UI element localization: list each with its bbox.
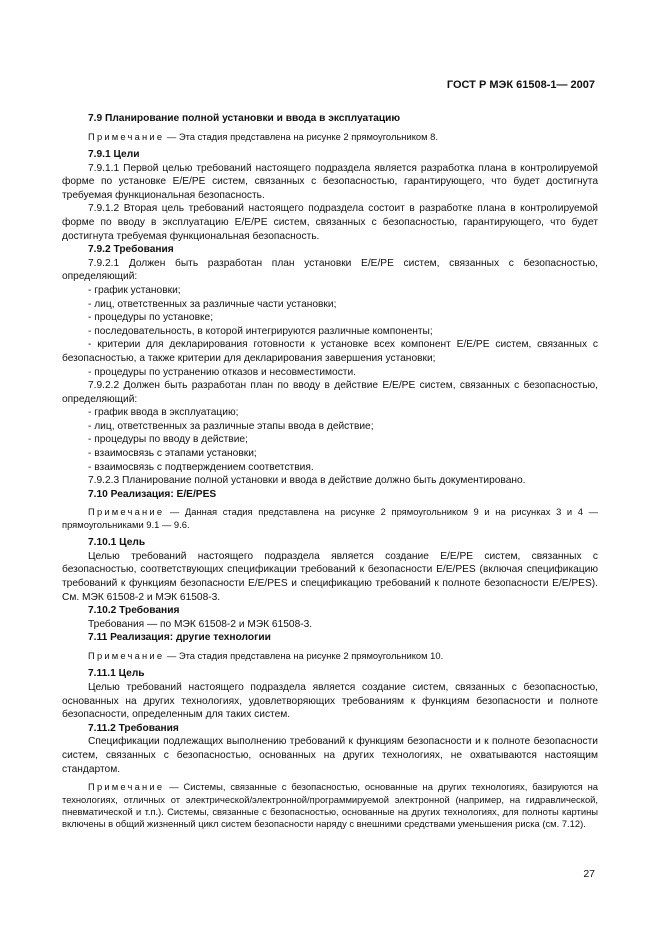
note-text: — Системы, связанные с безопасностью, основанные на других технологиях, базируются на технологиях, отличных от электрической/электронной/программируемой электронной (например, на гидравлической, пневматической и т.п.). Системы, связанные с безопасностью, основанные на других технологиях, для полноты картины включены в общий жизненный цикл систем безопасности наряду с внешними средствами уменьшения риска (см. 7.12).: [62, 781, 598, 830]
note-label: Примечание: [88, 506, 165, 518]
note-text: — Эта стадия представлена на рисунке 2 прямоугольником 10.: [164, 650, 444, 661]
note-label: Примечание: [88, 781, 165, 793]
paragraph-7-11-2: Спецификации подлежащих выполнению требований к функциям безопасности и к полноте безопасности систем, связанных с безопасностью, основанных на других технологиях, не охватываются настоящим стандартом.: [62, 736, 598, 775]
heading-7-10-1: 7.10.1 Цель: [88, 537, 146, 549]
section-heading-7-9: 7.9 Планирование полной установки и ввода в эксплуатацию: [88, 113, 401, 124]
list-item: - взаимосвязь с подтверждением соответствия.: [88, 461, 314, 473]
section-heading-7-10: 7.10 Реализация: E/E/PES: [88, 488, 217, 500]
paragraph-7-9-2-1: 7.9.2.1 Должен быть разработан план установки E/E/PE систем, связанных с безопасностью, определяющий:: [62, 257, 598, 283]
note-7-10: [62, 506, 598, 531]
page-content: [62, 112, 598, 831]
note-text: — Данная стадия представлена на рисунке 2 прямоугольником 9 и на рисунках 3 и 4 — прямоугольниками 9.1 — 9.6.: [62, 506, 598, 530]
paragraph-7-10-2: Требования — по МЭК 61508-2 и МЭК 61508-3.: [88, 618, 313, 630]
heading-7-10-2: 7.10.2 Требования: [88, 605, 180, 617]
list-item: - взаимосвязь с этапами установки;: [88, 448, 257, 460]
page-number: 27: [583, 868, 595, 880]
paragraph-7-9-2-2: 7.9.2.2 Должен быть разработан план по вводу в действие E/E/PE систем, связанных с безопасностью, определяющий:: [62, 380, 598, 405]
paragraph-7-9-2-3: 7.9.2.3 Планирование полной установки и ввода в действие должно быть документировано.: [88, 475, 526, 487]
section-heading-7-11: 7.11 Реализация: другие технологии: [88, 632, 271, 644]
paragraph-7-9-1-1: 7.9.1.1 Первой целью требований настоящего подраздела является разработка плана в контролируемой форме по установке E/E/PE систем, связанных с безопасностью, гарантирующего, что будет достигнута требуемая функциональная безопасность.: [62, 162, 598, 201]
list-item: - лиц, ответственных за различные этапы ввода в действие;: [88, 420, 374, 432]
paragraph-7-9-1-2: 7.9.1.2 Вторая цель требований настоящего подраздела состоит в разработке плана в контролируемой форме по вводу в эксплуатацию E/E/PE систем, связанных с безопасностью, гарантирующего, что будет достигнута требуемая функциональная безопасность.: [62, 203, 598, 242]
paragraph-7-10-1: Целью требований настоящего подраздела является создание E/E/PE систем, связанных с безопасностью, соответствующих спецификации требований к безопасности E/E/PES (включая спецификацию требований к функциям безопасности E/E/PES и спецификацию требований к полноте безопасности E/E/PES). См. МЭК 61508-2 и МЭК 61508-3.: [62, 550, 598, 603]
list-item: - критерии для декларирования готовности к установке всех компонент E/E/PE систем, связанных с безопасностью, а также критерии для декларирования завершения установки;: [62, 339, 598, 364]
list-item: - процедуры по установке;: [88, 312, 214, 324]
standard-header: ГОСТ Р МЭК 61508-1— 2007: [446, 79, 595, 91]
list-item: - последовательность, в которой интегрируются различные компоненты;: [88, 325, 433, 337]
heading-7-11-2: 7.11.2 Требования: [88, 722, 179, 734]
note-label: Примечание: [88, 130, 165, 142]
heading-7-9-2: 7.9.2 Требования: [88, 244, 174, 256]
heading-7-11-1: 7.11.1 Цель: [88, 668, 145, 680]
heading-7-9-1: 7.9.1 Цели: [88, 149, 140, 160]
note-7-11-2: [62, 781, 598, 831]
list-item: - график установки;: [88, 284, 181, 296]
list-item: - лиц, ответственных за различные части установки;: [88, 298, 337, 310]
note-label: Примечание: [88, 650, 165, 661]
note-text: — Эта стадия представлена на рисунке 2 прямоугольником 8.: [164, 130, 439, 142]
list-item: - процедуры по устранению отказов и несовместимости.: [88, 366, 356, 378]
list-item: - график ввода в эксплуатацию;: [88, 407, 239, 419]
list-item: - процедуры по вводу в действие;: [88, 434, 248, 446]
note-7-9: [62, 131, 598, 143]
note-7-11: [62, 650, 598, 662]
paragraph-7-11-1: Целью требований настоящего подраздела является создание систем, связанных с безопасностью, основанных на других технологиях, удовлетворяющих требованиям к функциям безопасности и полноте безопасности, определенным для таких систем.: [62, 682, 598, 721]
